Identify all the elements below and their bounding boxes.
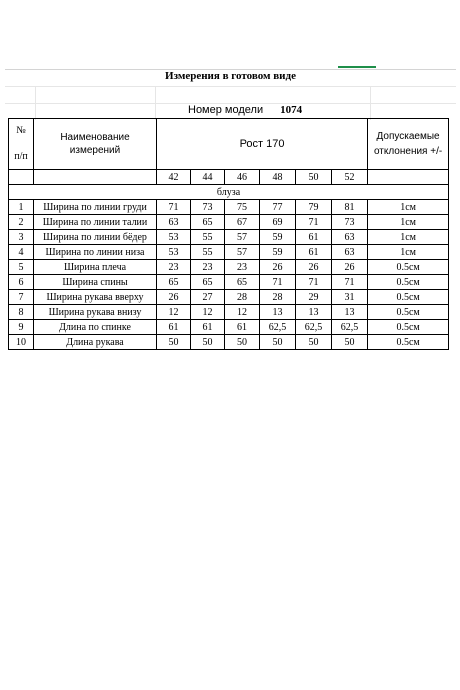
table-row [9, 245, 449, 260]
value-cell: 61 [225, 320, 260, 335]
empty-cell [9, 170, 34, 185]
value-cell: 79 [296, 200, 332, 215]
value-cell: 65 [191, 275, 225, 290]
tolerance-cell: 1см [368, 215, 449, 230]
tolerance-cell: 0.5см [368, 305, 449, 320]
size-cell: 50 [296, 170, 332, 185]
size-cell: 44 [191, 170, 225, 185]
value-cell: 23 [157, 260, 191, 275]
value-cell: 61 [191, 320, 225, 335]
model-number: 1074 [280, 104, 303, 116]
value-cell: 26 [296, 260, 332, 275]
active-cell-indicator [338, 66, 376, 68]
section-row [9, 185, 449, 200]
value-cell: 73 [332, 215, 368, 230]
value-cell: 65 [157, 275, 191, 290]
value-cell: 26 [157, 290, 191, 305]
value-cell: 63 [332, 230, 368, 245]
value-cell: 62,5 [332, 320, 368, 335]
value-cell: 67 [225, 215, 260, 230]
table-row [9, 275, 449, 290]
value-cell: 12 [157, 305, 191, 320]
value-cell: 62,5 [260, 320, 296, 335]
table-row [9, 200, 449, 215]
value-cell: 61 [157, 320, 191, 335]
section-label: блуза [9, 185, 449, 200]
measurement-name-cell: Длина по спинке [34, 320, 157, 335]
value-cell: 63 [332, 245, 368, 260]
value-cell: 29 [296, 290, 332, 305]
value-cell: 73 [191, 200, 225, 215]
empty-cell [368, 170, 449, 185]
measurement-name-cell: Ширина рукава вверху [34, 290, 157, 305]
value-cell: 57 [225, 230, 260, 245]
value-cell: 26 [332, 260, 368, 275]
header-number-cell: № п/п [9, 119, 34, 170]
value-cell: 50 [225, 335, 260, 350]
value-cell: 13 [332, 305, 368, 320]
measurement-name-cell: Ширина по линии бёдер [34, 230, 157, 245]
value-cell: 71 [296, 275, 332, 290]
measurements-table [8, 118, 449, 350]
value-cell: 65 [191, 215, 225, 230]
table-row [9, 260, 449, 275]
empty-cell [34, 170, 157, 185]
value-cell: 26 [260, 260, 296, 275]
sizes-row [9, 170, 449, 185]
row-number-cell: 1 [9, 200, 34, 215]
row-number-cell: 4 [9, 245, 34, 260]
value-cell: 75 [225, 200, 260, 215]
header-tolerance-cell: Допускаемые отклонения +/- [368, 119, 449, 170]
measurement-name-cell: Ширина по линии груди [34, 200, 157, 215]
header-growth-cell: Рост 170 [157, 119, 368, 170]
value-cell: 31 [332, 290, 368, 305]
row-number-cell: 7 [9, 290, 34, 305]
value-cell: 50 [191, 335, 225, 350]
value-cell: 71 [296, 215, 332, 230]
row-number-cell: 5 [9, 260, 34, 275]
value-cell: 12 [225, 305, 260, 320]
table-row [9, 335, 449, 350]
value-cell: 71 [157, 200, 191, 215]
tolerance-cell: 0.5см [368, 335, 449, 350]
measurement-name-cell: Длина рукава [34, 335, 157, 350]
value-cell: 28 [260, 290, 296, 305]
value-cell: 13 [260, 305, 296, 320]
size-cell: 52 [332, 170, 368, 185]
size-cell: 46 [225, 170, 260, 185]
row-number-cell: 3 [9, 230, 34, 245]
table-row [9, 230, 449, 245]
value-cell: 55 [191, 230, 225, 245]
table-row [9, 320, 449, 335]
value-cell: 27 [191, 290, 225, 305]
value-cell: 71 [332, 275, 368, 290]
value-cell: 55 [191, 245, 225, 260]
tolerance-cell: 0.5см [368, 290, 449, 305]
model-label: Номер модели [188, 104, 264, 116]
value-cell: 13 [296, 305, 332, 320]
measurement-name-cell: Ширина по линии талии [34, 215, 157, 230]
value-cell: 71 [260, 275, 296, 290]
model-number-line [188, 104, 302, 116]
row-number-cell: 2 [9, 215, 34, 230]
value-cell: 50 [157, 335, 191, 350]
value-cell: 50 [296, 335, 332, 350]
table-header-row [9, 119, 449, 170]
row-number-cell: 10 [9, 335, 34, 350]
size-cell: 42 [157, 170, 191, 185]
value-cell: 50 [332, 335, 368, 350]
row-number-cell: 6 [9, 275, 34, 290]
value-cell: 57 [225, 245, 260, 260]
value-cell: 65 [225, 275, 260, 290]
value-cell: 61 [296, 245, 332, 260]
value-cell: 81 [332, 200, 368, 215]
table-row [9, 290, 449, 305]
value-cell: 62,5 [296, 320, 332, 335]
value-cell: 53 [157, 230, 191, 245]
value-cell: 12 [191, 305, 225, 320]
tolerance-cell: 0.5см [368, 275, 449, 290]
value-cell: 69 [260, 215, 296, 230]
size-cell: 48 [260, 170, 296, 185]
value-cell: 59 [260, 245, 296, 260]
value-cell: 28 [225, 290, 260, 305]
header-name-cell: Наименование измерений [34, 119, 157, 170]
row-number-cell: 9 [9, 320, 34, 335]
measurement-name-cell: Ширина рукава внизу [34, 305, 157, 320]
value-cell: 23 [225, 260, 260, 275]
value-cell: 63 [157, 215, 191, 230]
tolerance-cell: 0.5см [368, 260, 449, 275]
table-row [9, 215, 449, 230]
page-title: Измерения в готовом виде [165, 70, 296, 82]
value-cell: 59 [260, 230, 296, 245]
row-number-cell: 8 [9, 305, 34, 320]
value-cell: 23 [191, 260, 225, 275]
tolerance-cell: 1см [368, 200, 449, 215]
value-cell: 53 [157, 245, 191, 260]
value-cell: 77 [260, 200, 296, 215]
measurement-name-cell: Ширина по линии низа [34, 245, 157, 260]
measurement-name-cell: Ширина спины [34, 275, 157, 290]
table-row [9, 305, 449, 320]
value-cell: 61 [296, 230, 332, 245]
tolerance-cell: 1см [368, 245, 449, 260]
tolerance-cell: 0.5см [368, 320, 449, 335]
value-cell: 50 [260, 335, 296, 350]
tolerance-cell: 1см [368, 230, 449, 245]
measurement-name-cell: Ширина плеча [34, 260, 157, 275]
